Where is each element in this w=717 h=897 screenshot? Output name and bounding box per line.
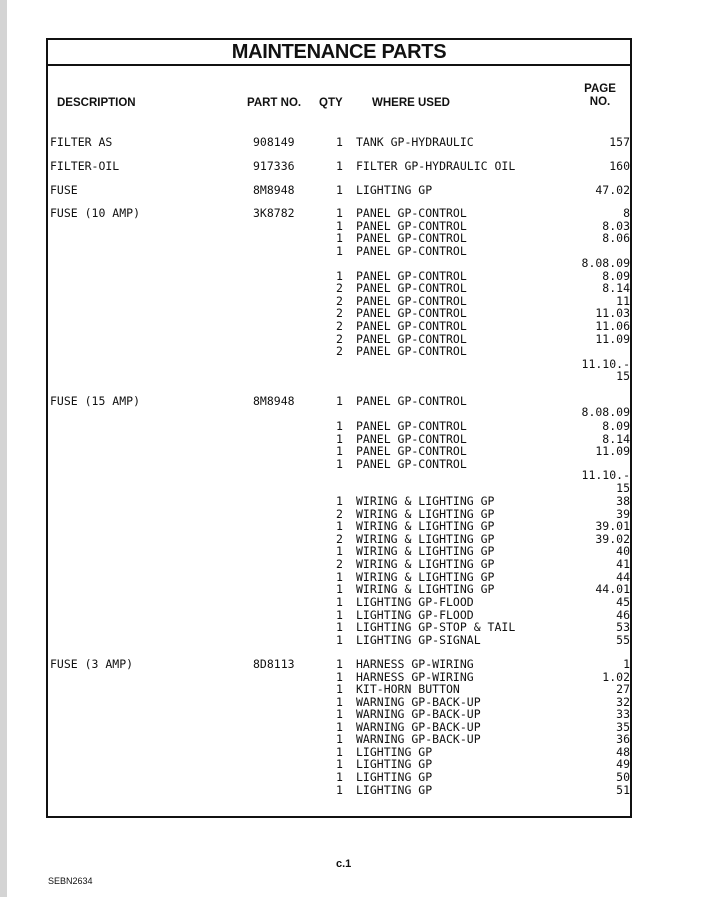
row-page-number: 39.02 <box>595 532 630 546</box>
row-where-used: PANEL GP-CONTROL <box>356 457 467 471</box>
row-quantity: 1 <box>336 657 343 671</box>
header-qty: QTY <box>319 97 343 109</box>
row-quantity: 1 <box>336 394 343 408</box>
row-quantity: 2 <box>336 306 343 320</box>
row-where-used: LIGHTING GP-FLOOD <box>356 595 474 609</box>
row-where-used: LIGHTING GP-FLOOD <box>356 608 474 622</box>
row-where-used: LIGHTING GP <box>356 770 433 784</box>
row-where-used: PANEL GP-CONTROL <box>356 344 467 358</box>
row-page-number: 11.09 <box>595 444 630 458</box>
row-quantity: 1 <box>336 582 343 596</box>
header-description: DESCRIPTION <box>57 97 136 109</box>
row-page-number: 39 <box>616 507 630 521</box>
row-part-number: 8M8948 <box>253 394 295 408</box>
row-quantity: 1 <box>336 231 343 245</box>
row-page-number: 50 <box>616 770 630 784</box>
row-where-used: KIT-HORN BUTTON <box>356 682 460 696</box>
row-page-number: 44 <box>616 570 630 584</box>
row-where-used: PANEL GP-CONTROL <box>356 319 467 333</box>
row-quantity: 1 <box>336 457 343 471</box>
row-where-used: WARNING GP-BACK-UP <box>356 720 481 734</box>
row-where-used: LIGHTING GP <box>356 757 433 771</box>
row-description: FUSE (15 AMP) <box>50 394 141 408</box>
row-page-number: 41 <box>616 557 630 571</box>
row-where-used: PANEL GP-CONTROL <box>356 444 467 458</box>
row-where-used: PANEL GP-CONTROL <box>356 219 467 233</box>
row-quantity: 1 <box>336 745 343 759</box>
row-page-number: 40 <box>616 544 630 558</box>
page-edge-shadow <box>0 0 7 897</box>
row-where-used: PANEL GP-CONTROL <box>356 269 467 283</box>
row-page-number: 11.03 <box>595 306 630 320</box>
row-quantity: 1 <box>336 206 343 220</box>
row-where-used: PANEL GP-CONTROL <box>356 332 467 346</box>
row-where-used: WIRING & LIGHTING GP <box>356 570 495 584</box>
row-page-number: 46 <box>616 608 630 622</box>
row-where-used: WIRING & LIGHTING GP <box>356 544 495 558</box>
row-quantity: 2 <box>336 319 343 333</box>
row-quantity: 1 <box>336 620 343 634</box>
row-where-used: HARNESS GP-WIRING <box>356 670 474 684</box>
row-where-used: TANK GP-HYDRAULIC <box>356 135 474 149</box>
row-quantity: 2 <box>336 294 343 308</box>
row-page-number: 45 <box>616 595 630 609</box>
row-quantity: 1 <box>336 770 343 784</box>
row-where-used: WIRING & LIGHTING GP <box>356 557 495 571</box>
row-quantity: 1 <box>336 757 343 771</box>
row-quantity: 1 <box>336 244 343 258</box>
row-page-number: 8.14 <box>602 432 630 446</box>
row-where-used: LIGHTING GP-SIGNAL <box>356 633 481 647</box>
row-quantity: 1 <box>336 519 343 533</box>
row-quantity: 1 <box>336 695 343 709</box>
row-quantity: 1 <box>336 269 343 283</box>
row-where-used: PANEL GP-CONTROL <box>356 244 467 258</box>
row-page-number: 8.03 <box>602 219 630 233</box>
row-where-used: PANEL GP-CONTROL <box>356 394 467 408</box>
row-page-number: 11.06 <box>595 319 630 333</box>
row-quantity: 2 <box>336 332 343 346</box>
row-where-used: PANEL GP-CONTROL <box>356 206 467 220</box>
row-where-used: PANEL GP-CONTROL <box>356 432 467 446</box>
row-quantity: 1 <box>336 444 343 458</box>
row-page-number: 8.09 <box>602 419 630 433</box>
row-quantity: 1 <box>336 720 343 734</box>
row-page-number: 11.09 <box>595 332 630 346</box>
document-code: SEBN2634 <box>48 876 93 886</box>
row-page-number: 8.08.09 <box>581 256 630 270</box>
row-part-number: 8M8948 <box>253 183 295 197</box>
row-where-used: WIRING & LIGHTING GP <box>356 532 495 546</box>
row-page-number: 36 <box>616 732 630 746</box>
row-where-used: PANEL GP-CONTROL <box>356 231 467 245</box>
row-page-number: 44.01 <box>595 582 630 596</box>
row-page-number: 8.08.09 <box>581 405 630 419</box>
row-page-number: 32 <box>616 695 630 709</box>
row-page-number: 38 <box>616 494 630 508</box>
row-quantity: 1 <box>336 570 343 584</box>
row-where-used: LIGHTING GP <box>356 783 433 797</box>
row-where-used: LIGHTING GP <box>356 183 433 197</box>
row-quantity: 2 <box>336 557 343 571</box>
row-where-used: PANEL GP-CONTROL <box>356 306 467 320</box>
row-where-used: WIRING & LIGHTING GP <box>356 519 495 533</box>
row-where-used: FILTER GP-HYDRAULIC OIL <box>356 159 516 173</box>
row-page-number: 51 <box>616 783 630 797</box>
row-page-number: 11.10.- <box>581 468 630 482</box>
page-title: MAINTENANCE PARTS <box>48 40 630 66</box>
row-where-used: HARNESS GP-WIRING <box>356 657 474 671</box>
row-where-used: WIRING & LIGHTING GP <box>356 494 495 508</box>
row-description: FILTER-OIL <box>50 159 120 173</box>
row-where-used: WIRING & LIGHTING GP <box>356 507 495 521</box>
row-description: FUSE (10 AMP) <box>50 206 141 220</box>
row-where-used: WARNING GP-BACK-UP <box>356 707 481 721</box>
row-where-used: PANEL GP-CONTROL <box>356 419 467 433</box>
row-quantity: 1 <box>336 219 343 233</box>
row-page-number: 33 <box>616 707 630 721</box>
row-where-used: LIGHTING GP <box>356 745 433 759</box>
row-quantity: 1 <box>336 419 343 433</box>
row-quantity: 2 <box>336 532 343 546</box>
row-quantity: 2 <box>336 281 343 295</box>
row-page-number: 160 <box>609 159 630 173</box>
row-where-used: WARNING GP-BACK-UP <box>356 695 481 709</box>
row-quantity: 1 <box>336 494 343 508</box>
row-where-used: PANEL GP-CONTROL <box>356 294 467 308</box>
row-part-number: 8D8113 <box>253 657 295 671</box>
row-where-used: PANEL GP-CONTROL <box>356 281 467 295</box>
row-part-number: 917336 <box>253 159 295 173</box>
row-quantity: 1 <box>336 595 343 609</box>
row-page-number: 11.10.- <box>581 357 630 371</box>
row-part-number: 3K8782 <box>253 206 295 220</box>
header-where-used: WHERE USED <box>372 97 450 109</box>
row-quantity: 2 <box>336 507 343 521</box>
row-page-number: 48 <box>616 745 630 759</box>
row-quantity: 1 <box>336 608 343 622</box>
row-quantity: 1 <box>336 544 343 558</box>
header-page-line1: PAGE <box>584 83 616 95</box>
row-page-number: 49 <box>616 757 630 771</box>
row-page-number: 15 <box>616 369 630 383</box>
row-page-number: 1 <box>623 657 630 671</box>
row-page-number: 55 <box>616 633 630 647</box>
header-page-line2: NO. <box>589 96 611 108</box>
row-quantity: 1 <box>336 633 343 647</box>
row-page-number: 35 <box>616 720 630 734</box>
row-page-number: 15 <box>616 481 630 495</box>
row-description: FILTER AS <box>50 135 113 149</box>
row-part-number: 908149 <box>253 135 295 149</box>
row-where-used: WARNING GP-BACK-UP <box>356 732 481 746</box>
row-description: FUSE (3 AMP) <box>50 657 134 671</box>
row-page-number: 11 <box>616 294 630 308</box>
row-quantity: 2 <box>336 344 343 358</box>
row-page-number: 8.06 <box>602 231 630 245</box>
row-page-number: 8 <box>623 206 630 220</box>
row-quantity: 1 <box>336 135 343 149</box>
row-page-number: 53 <box>616 620 630 634</box>
row-quantity: 1 <box>336 682 343 696</box>
row-quantity: 1 <box>336 732 343 746</box>
row-quantity: 1 <box>336 159 343 173</box>
row-quantity: 1 <box>336 783 343 797</box>
row-quantity: 1 <box>336 707 343 721</box>
row-where-used: WIRING & LIGHTING GP <box>356 582 495 596</box>
row-page-number: 47.02 <box>595 183 630 197</box>
page-number-label: c.1 <box>336 858 352 870</box>
row-quantity: 1 <box>336 432 343 446</box>
row-page-number: 8.14 <box>602 281 630 295</box>
row-page-number: 39.01 <box>595 519 630 533</box>
row-description: FUSE <box>50 183 78 197</box>
header-part-no: PART NO. <box>247 97 302 109</box>
row-quantity: 1 <box>336 183 343 197</box>
row-page-number: 157 <box>609 135 630 149</box>
row-where-used: LIGHTING GP-STOP & TAIL <box>356 620 516 634</box>
row-page-number: 8.09 <box>602 269 630 283</box>
row-quantity: 1 <box>336 670 343 684</box>
row-page-number: 1.02 <box>602 670 630 684</box>
row-page-number: 27 <box>616 682 630 696</box>
